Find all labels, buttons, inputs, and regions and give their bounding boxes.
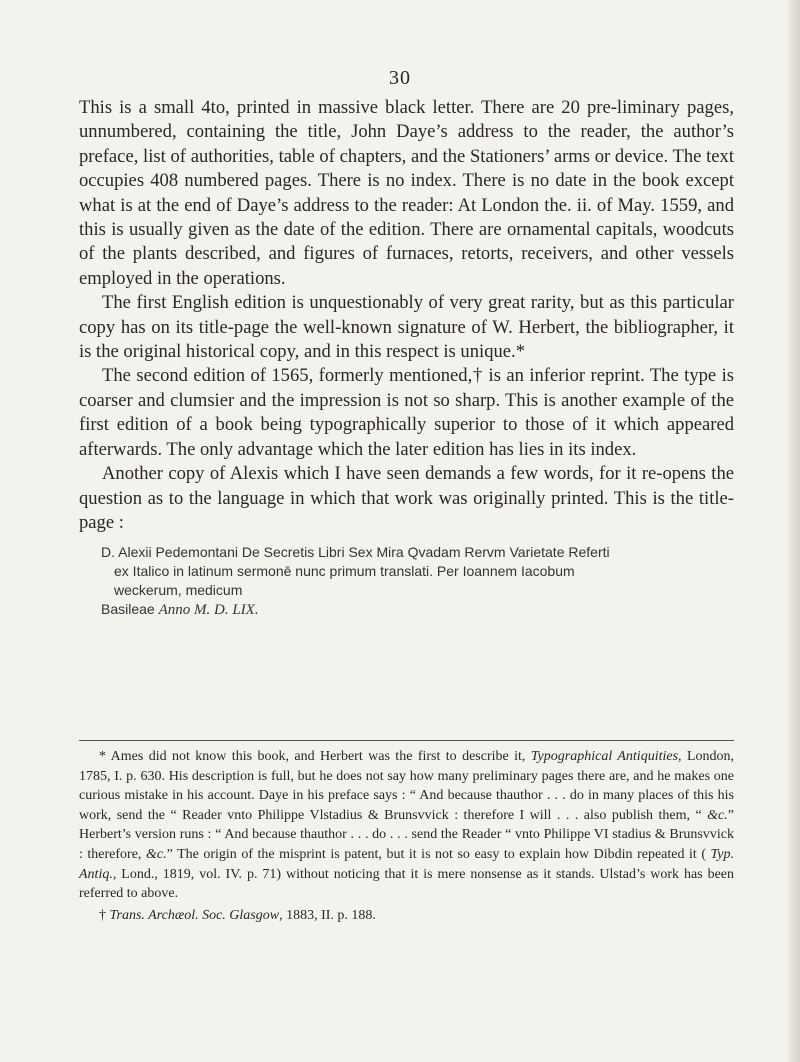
paragraph-description: This is a small 4to, printed in massive black letter. There are 20 pre-liminary pages, unnumbered, containing the title, John Daye’s address to the reader, the author’s preface, list of authorities, table of chapters, and the Stationers’ arms or device. The text occupies 408 numbered pages. There is no index. There is no date in the book except what is at the end of Daye’s address to the reader: At London the. ii. of May. 1559, and this is usually given as the date of the edition. There are ornamental capitals, woodcuts of the plants described, and figures of furnaces, retorts, receivers, and other vessels employed in the operations.	[79, 97, 734, 289]
title-quote-line: ex Italico in latinum sermonē nunc primum translati. Per Ioannem Iacobum	[114, 563, 575, 580]
footnote-italic: Typographical Antiquities	[530, 749, 679, 764]
footnote-text: ” The origin of the misprint is patent, but it is not so easy to explain how Dibdin repeated it (	[166, 846, 711, 862]
page-edge-shadow	[786, 0, 800, 1062]
footnote-dagger	[79, 906, 734, 926]
footnote-text: , 1883, II. p. 188.	[279, 907, 376, 923]
title-quote-line	[101, 600, 734, 620]
main-text	[79, 96, 734, 620]
footnote-italic: &c.	[707, 807, 728, 823]
footnote-star	[79, 747, 734, 904]
footnote-text: , Lond., 1819, vol. IV. p. 71) without noticing that it is mere nonsense as it stands. Ulstad’s work has been referred to above.	[79, 866, 734, 902]
title-quote-line: D. Alexii Pedemontani De Secretis Libri Sex Mira Qvadam Rervm Varietate Referti	[101, 544, 610, 561]
footnote-text: ” Herbert’s version runs : “ And because thauthor . . . do . . . send the Reader “ vnto Philippe VI stadius & Brunsvvick : therefore,	[79, 807, 734, 862]
title-quote-date: Anno M. D. LIX.	[158, 602, 259, 619]
footnote-italic: Trans. Archæol. Soc. Glasgow	[109, 907, 280, 923]
paragraph-first-edition: The first English edition is unquestionably of very great rarity, but as this particular copy has on its title-page the well-known signature of W. Herbert, the bibliographer, it is the original historical copy, and in this respect is unique.*	[79, 292, 734, 363]
footnote-text: †	[99, 907, 110, 923]
page-number: 30	[389, 67, 411, 89]
paragraph-another-copy: Another copy of Alexis which I have seen demands a few words, for it re-opens the question as to the language in which that work was originally printed. This is the title-page :	[79, 463, 734, 533]
footnote-rule	[79, 740, 734, 741]
footnote-italic: &c.	[145, 846, 167, 862]
paragraph-second-edition: The second edition of 1565, formerly mentioned,† is an inferior reprint. The type is coarser and clumsier and the impression is not so sharp. This is another example of the first edition of a book being typographically superior to those of it which appeared afterwards. The only advantage which the later edition has lies in its index.	[79, 365, 734, 460]
title-quote-place: Basileae	[101, 601, 159, 618]
footnote-italic: Typ. Antiq.	[79, 846, 734, 882]
title-page-quote	[101, 543, 734, 620]
footnote-text: , London, 1785, I. p. 630. His description is full, but he does not say how many preliminary pages there are, and he makes one curious mistake in his account. Daye in his preface says : “ And because thauthor . . . do in many places of this his work, send the “ Reader vnto Philippe Vlstadius & Brunsvvick : therefore I will . . . also publish them, “	[79, 749, 734, 823]
footnote-text: * Ames did not know this book, and Herbert was the first to describe it,	[99, 749, 531, 764]
footnotes	[79, 747, 734, 925]
title-quote-line: weckerum, medicum	[114, 582, 243, 599]
